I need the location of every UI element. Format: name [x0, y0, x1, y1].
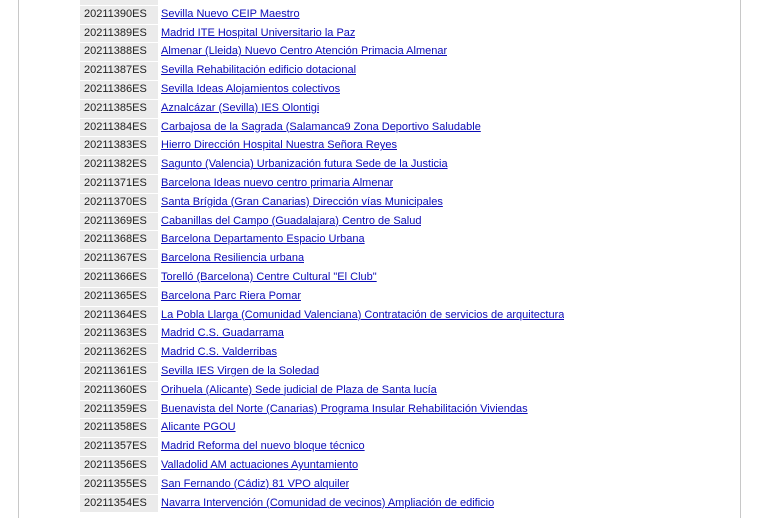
competition-code: 20211385ES	[80, 100, 158, 118]
table-row	[80, 137, 735, 156]
competition-link[interactable]: Orihuela (Alicante) Sede judicial de Plaza de Santa lucía	[161, 383, 437, 396]
title-cell	[158, 401, 528, 419]
competition-link[interactable]: Aznalcázar (Sevilla) IES Olontigi	[161, 101, 320, 114]
competition-code: 20211390ES	[80, 6, 158, 24]
title-cell	[158, 6, 300, 24]
table-row	[80, 62, 735, 81]
title-cell	[158, 0, 347, 5]
title-cell	[158, 156, 448, 174]
title-cell	[158, 363, 319, 381]
title-cell	[158, 438, 365, 456]
competition-link[interactable]: Carbajosa de la Sagrada (Salamanca9 Zona Deportivo Saludable	[161, 120, 481, 133]
competition-link[interactable]: Sevilla IES Virgen de la Soledad	[161, 364, 320, 377]
title-cell	[158, 382, 437, 400]
competition-code: 20211382ES	[80, 156, 158, 174]
competition-code: 20211361ES	[80, 363, 158, 381]
competition-code: 20211387ES	[80, 62, 158, 80]
table-row	[80, 212, 735, 231]
competition-link[interactable]: Madrid ITE Hospital Universitario la Paz	[161, 26, 356, 39]
competition-link[interactable]: San Fernando (Cádiz) 81 VPO alquiler	[161, 477, 350, 490]
table-row	[80, 156, 735, 175]
competition-link[interactable]: Sagunto (Valencia) Urbanización futura Sede de la Justicia	[161, 158, 448, 171]
title-cell	[158, 419, 236, 437]
competition-code: 20211355ES	[80, 476, 158, 494]
table-row	[80, 419, 735, 438]
competition-code: 20211389ES	[80, 25, 158, 43]
competition-code: 20211356ES	[80, 457, 158, 475]
table-row	[80, 306, 735, 325]
competition-code: 20211383ES	[80, 137, 158, 155]
competition-code: 20211367ES	[80, 250, 158, 268]
title-cell	[158, 344, 277, 362]
competition-code: 20211363ES	[80, 325, 158, 343]
table-row	[80, 344, 735, 363]
title-cell	[158, 194, 443, 212]
competition-link[interactable]: Barcelona Parc Riera Pomar	[161, 289, 302, 302]
title-cell	[158, 325, 284, 343]
competition-link[interactable]: Cabanillas del Campo (Guadalajara) Centro de Salud	[161, 214, 422, 227]
table-row	[80, 5, 735, 24]
title-cell	[158, 137, 397, 155]
competition-code: 20211384ES	[80, 119, 158, 137]
title-cell	[158, 269, 377, 287]
competition-code: 20211358ES	[80, 419, 158, 437]
table-row	[80, 438, 735, 457]
competition-link[interactable]: Sevilla Rehabilitación edificio dotacional	[161, 64, 357, 77]
competition-code: 20211366ES	[80, 269, 158, 287]
table-row	[80, 475, 735, 494]
competition-code: 20211371ES	[80, 175, 158, 193]
table-row	[80, 24, 735, 43]
table-row	[80, 268, 735, 287]
competition-link[interactable]: Madrid Reforma del nuevo bloque técnico	[161, 440, 365, 453]
table-row	[80, 43, 735, 62]
title-cell	[158, 100, 319, 118]
table-row	[80, 250, 735, 269]
competition-code: 20211359ES	[80, 401, 158, 419]
title-cell	[158, 175, 393, 193]
competition-link[interactable]: Valladolid AM actuaciones Ayuntamiento	[161, 458, 359, 471]
title-cell	[158, 476, 349, 494]
competition-link[interactable]: Barcelona Ideas nuevo centro primaria Almenar	[161, 176, 394, 189]
competition-link[interactable]: Barcelona Resiliencia urbana	[161, 252, 305, 265]
competition-code: 20211386ES	[80, 81, 158, 99]
title-cell	[158, 43, 447, 61]
title-cell	[158, 213, 421, 231]
title-cell	[158, 119, 481, 137]
competition-code: 20211365ES	[80, 288, 158, 306]
table-row	[80, 287, 735, 306]
competition-link[interactable]: Madrid C.S. Valderribas	[161, 346, 277, 359]
table-row	[80, 193, 735, 212]
title-cell	[158, 495, 494, 513]
competition-table	[80, 0, 735, 513]
competition-link[interactable]	[161, 0, 347, 1]
competition-code: 20211357ES	[80, 438, 158, 456]
competition-link[interactable]: Madrid C.S. Guadarrama	[161, 327, 284, 340]
competition-code: 20211354ES	[80, 495, 158, 513]
competition-code: 20211362ES	[80, 344, 158, 362]
table-row	[80, 381, 735, 400]
table-row	[80, 494, 735, 513]
title-cell	[158, 307, 564, 325]
table-row	[80, 400, 735, 419]
table-row	[80, 325, 735, 344]
table-row	[80, 118, 735, 137]
competition-code: 20211388ES	[80, 43, 158, 61]
competition-link[interactable]: Alicante PGOU	[161, 421, 236, 434]
competition-link[interactable]: Sevilla Ideas Alojamientos colectivos	[161, 82, 341, 95]
table-row	[80, 80, 735, 99]
title-cell	[158, 288, 301, 306]
competition-code	[80, 0, 158, 5]
title-cell	[158, 250, 304, 268]
competition-link[interactable]: Sevilla Nuevo CEIP Maestro	[161, 7, 300, 20]
table-row	[80, 456, 735, 475]
competition-link[interactable]: Almenar (Lleida) Nuevo Centro Atención Primacia Almenar	[161, 45, 448, 58]
table-row	[80, 231, 735, 250]
title-cell	[158, 231, 365, 249]
competition-link[interactable]: Torelló (Barcelona) Centre Cultural "El Club"	[161, 270, 377, 283]
competition-link[interactable]: Santa Brígida (Gran Canarias) Dirección vías Municipales	[161, 195, 443, 208]
competition-link[interactable]: La Pobla Llarga (Comunidad Valenciana) Contratación de servicios de arquitectura	[161, 308, 565, 321]
competition-link[interactable]: Hierro Dirección Hospital Nuestra Señora Reyes	[161, 139, 397, 152]
title-cell	[158, 457, 358, 475]
competition-link[interactable]: Navarra Intervención (Comunidad de vecinos) Ampliación de edificio	[161, 496, 495, 509]
title-cell	[158, 62, 356, 80]
table-row	[80, 362, 735, 381]
title-cell	[158, 81, 340, 99]
competition-link[interactable]: Barcelona Departamento Espacio Urbana	[161, 233, 365, 246]
competition-code: 20211364ES	[80, 307, 158, 325]
competition-code: 20211368ES	[80, 231, 158, 249]
title-cell	[158, 25, 355, 43]
competition-code: 20211369ES	[80, 213, 158, 231]
competition-link[interactable]: Buenavista del Norte (Canarias) Programa Insular Rehabilitación Viviendas	[161, 402, 528, 415]
competition-code: 20211370ES	[80, 194, 158, 212]
table-row	[80, 174, 735, 193]
competition-code: 20211360ES	[80, 382, 158, 400]
table-row	[80, 99, 735, 118]
